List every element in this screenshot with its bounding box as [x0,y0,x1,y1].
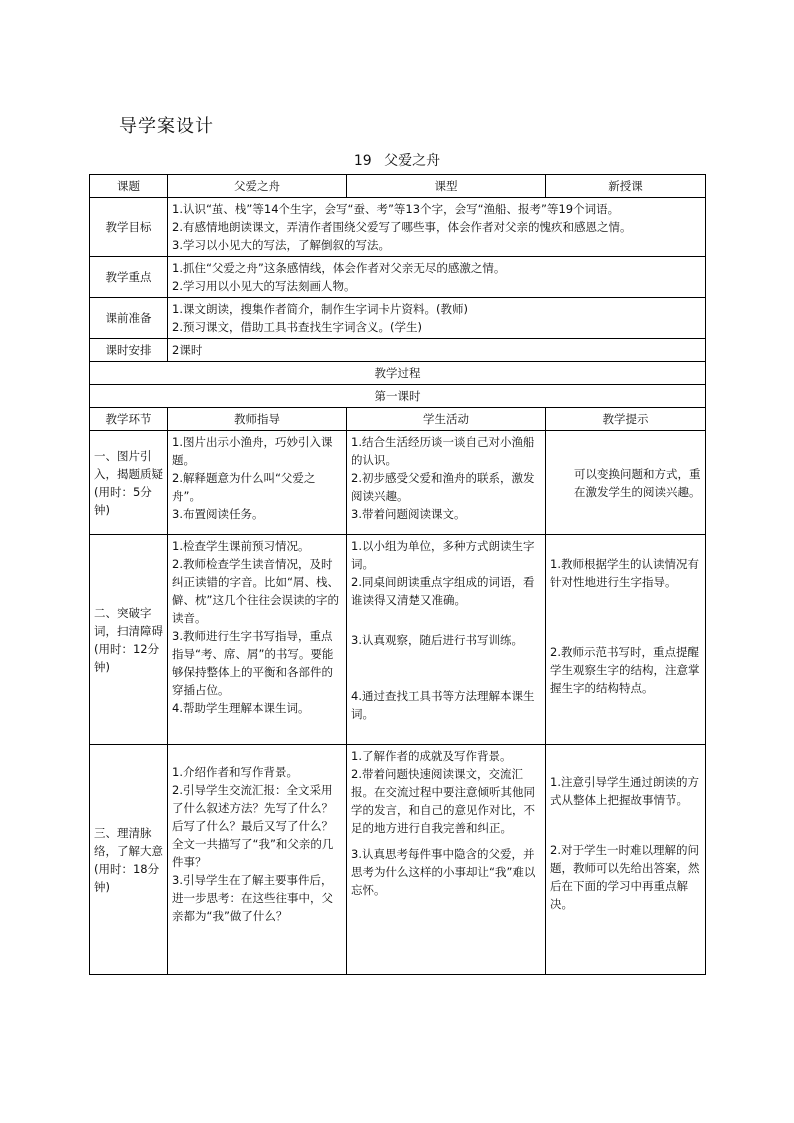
student-item: 1.结合生活经历谈一谈自己对小渔船的认识。 [351,435,535,467]
lesson-number: 19 [353,153,372,169]
student-item: 3.认真观察，随后进行书写训练。 [351,633,523,647]
header-teacher: 教师指导 [168,408,347,431]
type-label: 课型 [347,175,546,198]
spacer [550,541,701,555]
step3-name: 三、理清脉络，了解大意(用时：18分钟) [90,745,168,975]
spacer [351,837,541,845]
prep-cell [168,298,706,339]
lesson-name: 父爱之舟 [384,153,441,169]
spacer [172,751,342,763]
step2-student [347,535,546,745]
tip-item: 2.对于学生一时难以理解的问题，教师可以先给出答案，然后在下面的学习中再重点解决。 [550,843,700,911]
objectives-cell [168,198,706,257]
teacher-item: 2.引导学生交流汇报：全文采用了什么叙述方法？先写了什么？后写了什么？最后又写了什么？全文一共描写了“我”和父亲的几件事？ [172,783,334,869]
teacher-item: 2.解释题意为什么叫“父爱之舟”。 [172,471,316,503]
teacher-item: 3.布置阅读任务。 [172,507,264,521]
spacer [351,609,541,631]
type-value: 新授课 [546,175,706,198]
key-point-item: 2.学习用以小见大的写法刻画人物。 [172,279,356,293]
tip-item: 1.注意引导学生通过朗读的方式从整体上把握故事情节。 [550,775,699,807]
student-item: 1.了解作者的成就及写作背景。 [351,749,512,763]
topic-label: 课题 [90,175,168,198]
student-item: 2.同桌间朗读重点字组成的词语，看谁读得又清楚又准确。 [351,575,535,607]
tip-item: 1.教师根据学生的认读情况有针对性地进行生字指导。 [550,557,699,589]
teacher-item: 1.介绍作者和写作背景。 [172,765,298,779]
student-item: 2.带着问题快速阅读课文，交流汇报。在交流过程中要注意倾听其他同学的发言，和自己的意见作对比，不足的地方进行自我完善和纠正。 [351,767,535,835]
step1-tip: 可以变换问题和方式，重在激发学生的阅读兴趣。 [546,431,706,535]
objective-item: 2.有感情地朗读课文，弄清作者围绕父爱写了哪些事，体会作者对父亲的愧疚和感恩之情。 [172,220,632,234]
prep-item: 2.预习课文，借助工具书查找生字词含义。(学生) [172,320,422,334]
step1-teacher [168,431,347,535]
step1-name: 一、图片引入，揭题质疑(用时：5分钟) [90,431,168,535]
spacer [550,751,701,773]
key-points-label: 教学重点 [90,257,168,298]
student-item: 3.带着问题阅读课文。 [351,507,466,521]
spacer [351,649,541,687]
tip-item: 2.教师示范书写时，重点提醒学生观察生字的结构，注意掌握生字的结构特点。 [550,645,700,695]
document-title: 导学案设计 [119,116,214,137]
prep-item: 1.课文朗读，搜集作者简介，制作生字词卡片资料。(教师) [172,302,468,316]
teacher-item: 3.引导学生在了解主要事件后，进一步思考：在这些往事中，父亲都为“我”做了什么？ [172,873,333,923]
lesson-title [0,150,794,170]
header-tips: 教学提示 [546,408,706,431]
teacher-item: 4.帮助学生理解本课生词。 [172,701,310,715]
header-student: 学生活动 [347,408,546,431]
spacer [550,591,701,643]
step2-tips [546,535,706,745]
spacer [550,809,701,841]
hours-label: 课时安排 [90,339,168,362]
step2-name: 二、突破字词，扫清障碍(用时：12分钟) [90,535,168,745]
teacher-item: 2.教师检查学生读音情况，及时纠正读错的字音。比如“屑、栈、僻、枕”这几个往往会误读的字的读音。 [172,557,339,625]
process-title: 教学过程 [90,362,706,385]
objectives-label: 教学目标 [90,198,168,257]
step3-teacher [168,745,347,975]
topic-value: 父爱之舟 [168,175,347,198]
key-point-item: 1.抓住“父爱之舟”这条感情线，体会作者对父亲无尽的感激之情。 [172,261,506,275]
step3-tips [546,745,706,975]
step3-student [347,745,546,975]
teacher-item: 1.检查学生课前预习情况。 [172,539,310,553]
lesson-plan-table [89,174,706,975]
student-item: 1.以小组为单位，多种方式朗读生字词。 [351,539,535,571]
objective-item: 1.认识“茧、栈”等14个生字，会写“蚕、考”等13个字，会写“渔船、报考”等19个词语。 [172,202,620,216]
teacher-item: 3.教师进行生字书写指导，重点指导“考、席、屑”的书写。要能够保持整体上的平衡和各部件的穿插占位。 [172,629,334,697]
teacher-item: 1.图片出示小渔舟，巧妙引入课题。 [172,435,333,467]
step1-student [347,431,546,535]
student-item: 4.通过查找工具书等方法理解本课生词。 [351,689,535,721]
step2-teacher [168,535,347,745]
hours-value: 2课时 [168,339,706,362]
student-item: 2.初步感受父爱和渔舟的联系，激发阅读兴趣。 [351,471,535,503]
student-item: 3.认真思考每件事中隐含的父爱，并思考为什么这样的小事却让“我”难以忘怀。 [351,847,536,897]
objective-item: 3.学习以小见大的写法，了解倒叙的写法。 [172,238,390,252]
period-title: 第一课时 [90,385,706,408]
header-step: 教学环节 [90,408,168,431]
prep-label: 课前准备 [90,298,168,339]
key-points-cell [168,257,706,298]
